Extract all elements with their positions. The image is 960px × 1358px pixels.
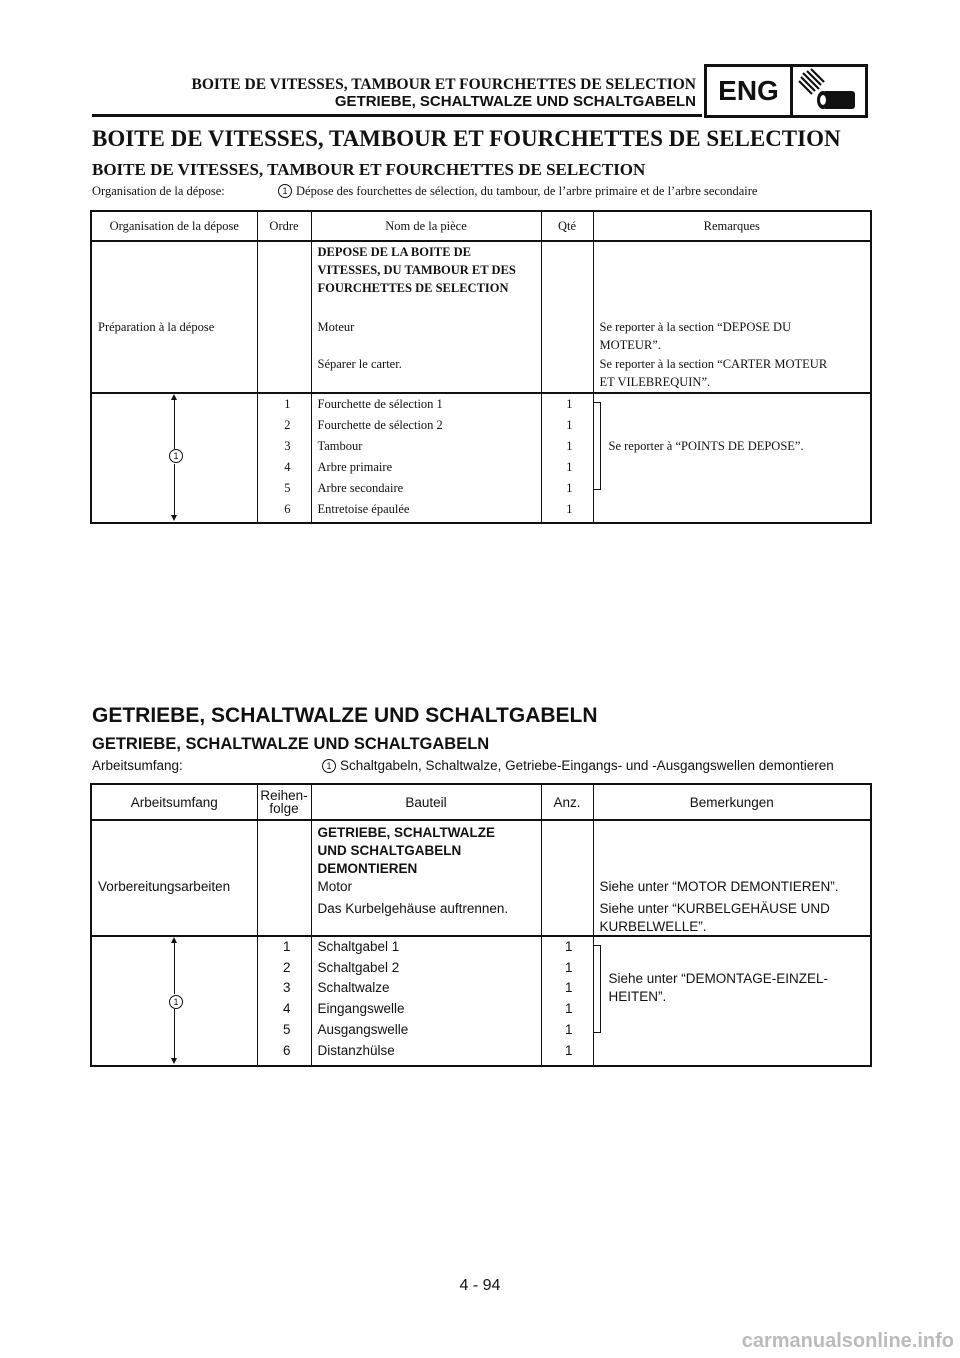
col-header: Qté [557,218,577,233]
page-number: 4 - 94 [459,1277,501,1294]
part-name: Schaltgabel 1 [317,939,400,954]
fr-subtitle: BOITE DE VITESSES, TAMBOUR ET FOURCHETTES DE SELECTION [92,160,646,179]
part-name: Fourchette de sélection 1 [317,397,443,411]
prep-item-remark: Se reporter à la section “DEPOSE DU MOTEUR”. [599,320,792,352]
fr-org-text [278,184,757,199]
table-row [91,393,871,523]
qty-cell: 1 [566,439,573,453]
bracket-remark: Se reporter à “POINTS DE DEPOSE”. [608,439,804,453]
order-cell: 2 [284,418,291,432]
table-row [91,241,871,393]
table-row [91,936,871,1066]
fr-org-description: Dépose des fourchettes de sélection, du tambour, de l’arbre primaire et de l’arbre secondaire [296,184,758,198]
fr-title: BOITE DE VITESSES, TAMBOUR ET FOURCHETTES DE SELECTION [92,126,841,151]
step-number-badge: 1 [278,184,292,198]
de-org-label: Arbeitsumfang: [92,758,183,773]
de-procedure-table [90,783,872,1067]
step-number-badge: 1 [322,759,336,773]
col-header: Arbeitsumfang [130,794,218,810]
eng-badge [704,64,868,118]
order-cell: 3 [284,439,291,453]
qty-cell: 1 [564,1001,573,1016]
qty-cell: 1 [564,1043,573,1058]
qty-cell: 1 [564,960,573,975]
order-cell: 1 [282,939,291,954]
part-name: Fourchette de sélection 2 [317,418,443,432]
header-rule [92,114,702,117]
prep-item-name: Das Kurbelgehäuse auftrennen. [317,901,509,916]
fr-org-label: Organisation de la dépose: [92,184,225,198]
part-name: Ausgangswelle [317,1022,409,1037]
prep-item-remark: Siehe unter “KURBELGEHÄUSE UND KURBELWELLE”. [599,901,830,934]
de-subtitle: GETRIEBE, SCHALTWALZE UND SCHALTGABELN [92,735,490,753]
col-header: Anz. [553,794,581,810]
prep-label: Vorbereitungsarbeiten [98,879,231,894]
col-header: Bemerkungen [689,794,774,810]
order-cell: 4 [284,460,291,474]
part-name: Arbre primaire [317,460,393,474]
qty-cell: 1 [566,460,573,474]
qty-cell: 1 [564,980,573,995]
bracket [594,402,601,490]
de-title: GETRIEBE, SCHALTWALZE UND SCHALTGABELN [92,704,598,727]
col-header: Organisation de la dépose [109,218,239,233]
qty-cell: 1 [564,939,573,954]
col-header: Reihen- folge [260,788,308,816]
step-number-badge: 1 [169,995,183,1009]
bracket [594,945,601,1033]
order-cell: 4 [282,1001,291,1016]
order-cell: 2 [282,960,291,975]
col-header: Ordre [269,218,299,233]
prep-label: Préparation à la dépose [98,320,215,334]
order-cell: 1 [284,397,291,411]
part-name: Entretoise épaulée [317,502,410,516]
fr-procedure-table [90,210,872,524]
qty-cell: 1 [564,1022,573,1037]
order-cell: 5 [284,481,291,495]
header-title-fr: BOITE DE VITESSES, TAMBOUR ET FOURCHETTES DE SELECTION [191,76,696,93]
part-name: Arbre secondaire [317,481,404,495]
prep-item-name: Motor [317,879,353,894]
footer-watermark: carmanualsonline.info [741,1330,954,1352]
prep-heading: DEPOSE DE LA BOITE DE VITESSES, DU TAMBOUR ET DES FOURCHETTES DE SELECTION [317,245,516,295]
col-header: Nom de la pièce [385,218,467,233]
eng-label: ENG [707,67,793,115]
order-cell: 6 [284,502,291,516]
part-name: Schaltwalze [317,980,390,995]
de-org-description: Schaltgabeln, Schaltwalze, Getriebe-Eingangs- und -Ausgangswellen demontieren [340,758,834,773]
order-cell: 5 [282,1022,291,1037]
part-name: Schaltgabel 2 [317,960,400,975]
prep-heading: GETRIEBE, SCHALTWALZE UND SCHALTGABELN DEMONTIEREN [317,825,495,876]
table-header-row [91,784,871,820]
table-row [91,820,871,936]
prep-item-remark: Se reporter à la section “CARTER MOTEUR ET VILEBREQUIN”. [599,357,828,389]
qty-cell: 1 [566,502,573,516]
order-cell: 3 [282,980,291,995]
arrow-down-icon [171,515,177,521]
arrow-down-icon [171,1058,177,1064]
de-org-text [322,758,834,773]
part-name: Tambour [317,439,363,453]
prep-item-name: Moteur [317,320,355,334]
qty-cell: 1 [566,418,573,432]
qty-cell: 1 [566,397,573,411]
part-name: Distanzhülse [317,1043,395,1058]
col-header: Remarques [703,218,760,233]
part-name: Eingangswelle [317,1001,405,1016]
prep-item-remark: Siehe unter “MOTOR DEMONTIEREN”. [599,879,839,894]
order-cell: 6 [282,1043,291,1058]
qty-cell: 1 [566,481,573,495]
table-header-row [91,211,871,241]
step-number-badge: 1 [169,449,183,463]
bracket-remark: Siehe unter “DEMONTAGE-EINZEL-HEITEN”. [608,971,829,1004]
prep-item-name: Séparer le carter. [317,357,402,371]
col-header: Bauteil [405,794,447,810]
header-title-de: GETRIEBE, SCHALTWALZE UND SCHALTGABELN [334,93,696,110]
engine-icon [793,67,865,115]
